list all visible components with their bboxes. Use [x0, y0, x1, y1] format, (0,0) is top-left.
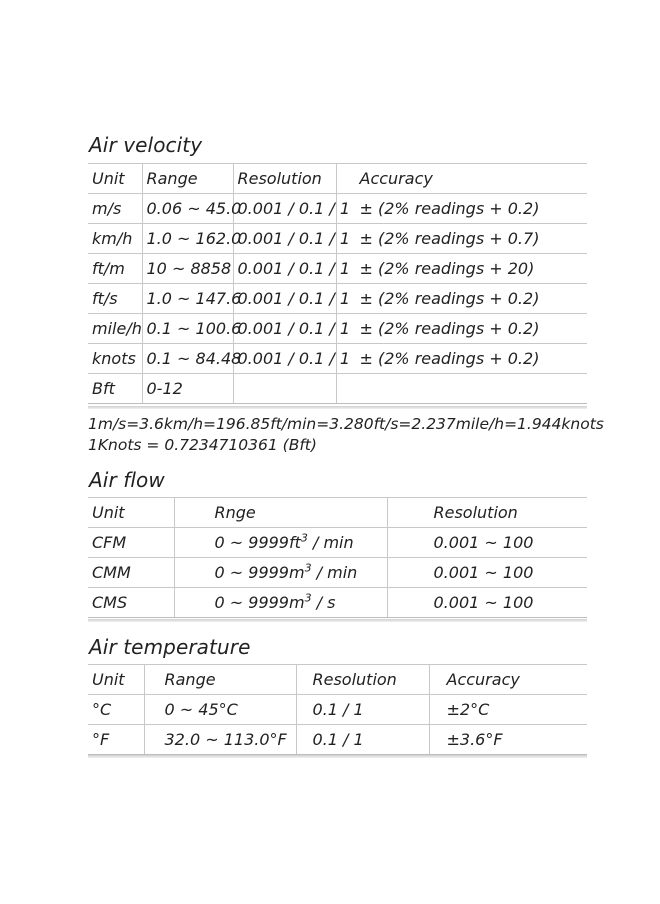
table-row — [88, 588, 587, 618]
cell-unit: CMS — [88, 588, 174, 618]
cell-unit: mile/h — [88, 314, 142, 344]
cell-resolution: 0.001 / 0.1 / 1 — [233, 224, 336, 254]
cell-range: 1.0 ~ 162.0 — [142, 224, 233, 254]
header-accuracy: Accuracy — [429, 665, 587, 695]
cell-range: 0 ~ $9999m^3$ / s — [174, 588, 387, 618]
cell-range: 1.0 ~ 147.6 — [142, 284, 233, 314]
header-resolution: Resolution — [296, 665, 429, 695]
cell-accuracy: ± (2% readings + 0.2) — [336, 284, 587, 314]
cell-range: 0-12 — [142, 374, 233, 404]
cell-range: 10 ~ 8858 — [142, 254, 233, 284]
cell-resolution: 0.001 ~ 100 — [387, 558, 587, 588]
table-row — [88, 725, 587, 755]
air-temperature-title: Air temperature — [89, 635, 251, 659]
cell-resolution: 0.1 / 1 — [296, 725, 429, 755]
cell-range: 0.1 ~ 100.6 — [142, 314, 233, 344]
cell-unit: °C — [88, 695, 144, 725]
cell-unit: ft/s — [88, 284, 142, 314]
header-range: Range — [142, 164, 233, 194]
cell-accuracy: ± (2% readings + 0.2) — [336, 344, 587, 374]
header-resolution: Resolution — [233, 164, 336, 194]
cell-accuracy: ± (2% readings + 0.2) — [336, 194, 587, 224]
cell-range: 0 ~ $9999ft^3$ / min — [174, 528, 387, 558]
table-row — [88, 284, 587, 314]
cell-accuracy — [336, 374, 587, 404]
table-row — [88, 314, 587, 344]
cell-unit: CMM — [88, 558, 174, 588]
cell-resolution: 0.001 / 0.1 / 1 — [233, 254, 336, 284]
divider — [88, 755, 587, 758]
cell-resolution: 0.001 / 0.1 / 1 — [233, 314, 336, 344]
cell-unit: CFM — [88, 528, 174, 558]
header-resolution: Resolution — [387, 498, 587, 528]
header-unit: Unit — [88, 665, 144, 695]
cell-resolution: 0.001 ~ 100 — [387, 588, 587, 618]
cell-resolution: 0.001 / 0.1 / 1 — [233, 344, 336, 374]
table-row — [88, 374, 587, 404]
conversion-line-2: 1Knots = 0.7234710361 (Bft) — [88, 436, 317, 454]
air-velocity-title: Air velocity — [89, 133, 203, 157]
cell-range: 0.06 ~ 45.0 — [142, 194, 233, 224]
cell-unit: °F — [88, 725, 144, 755]
cell-unit: ft/m — [88, 254, 142, 284]
table-row — [88, 194, 587, 224]
divider — [88, 619, 587, 622]
cell-range: 0 ~ $9999m^3$ / min — [174, 558, 387, 588]
air-flow-table — [88, 497, 587, 618]
cell-range: 0.1 ~ 84.48 — [142, 344, 233, 374]
table-row — [88, 695, 587, 725]
air-temperature-table — [88, 664, 587, 755]
table-header-row — [88, 665, 587, 695]
air-velocity-table — [88, 163, 587, 404]
cell-accuracy: ± (2% readings + 0.7) — [336, 224, 587, 254]
cell-unit: km/h — [88, 224, 142, 254]
header-unit: Unit — [88, 498, 174, 528]
table-header-row — [88, 164, 587, 194]
header-unit: Unit — [88, 164, 142, 194]
air-flow-title: Air flow — [89, 468, 165, 492]
cell-resolution: 0.001 / 0.1 / 1 — [233, 194, 336, 224]
table-header-row — [88, 498, 587, 528]
header-range: Range — [144, 665, 296, 695]
header-range: Rnge — [174, 498, 387, 528]
table-row — [88, 224, 587, 254]
cell-accuracy: ±3.6°F — [429, 725, 587, 755]
cell-resolution — [233, 374, 336, 404]
cell-range: 32.0 ~ 113.0°F — [144, 725, 296, 755]
table-row — [88, 528, 587, 558]
cell-unit: knots — [88, 344, 142, 374]
divider — [88, 406, 587, 409]
cell-accuracy: ± (2% readings + 0.2) — [336, 314, 587, 344]
header-accuracy: Accuracy — [336, 164, 587, 194]
table-row — [88, 558, 587, 588]
cell-resolution: 0.001 ~ 100 — [387, 528, 587, 558]
table-row — [88, 344, 587, 374]
conversion-line-1: 1m/s=3.6km/h=196.85ft/min=3.280ft/s=2.237mile/h=1.944knots — [88, 415, 604, 433]
cell-unit: Bft — [88, 374, 142, 404]
cell-accuracy: ±2°C — [429, 695, 587, 725]
table-row — [88, 254, 587, 284]
cell-unit: m/s — [88, 194, 142, 224]
cell-resolution: 0.1 / 1 — [296, 695, 429, 725]
cell-resolution: 0.001 / 0.1 / 1 — [233, 284, 336, 314]
cell-range: 0 ~ 45°C — [144, 695, 296, 725]
cell-accuracy: ± (2% readings + 20) — [336, 254, 587, 284]
